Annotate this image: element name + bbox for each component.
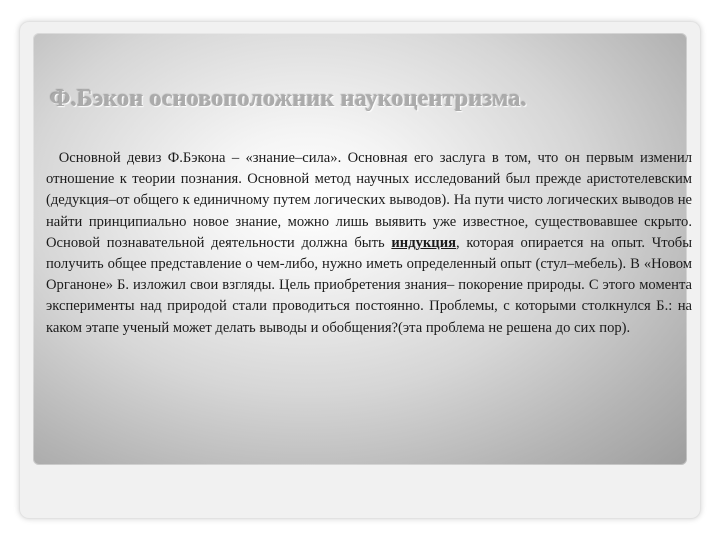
induction-emphasis: индукция — [391, 234, 456, 251]
slide-body-text — [46, 148, 692, 339]
body-text-part-1: Основной девиз Ф.Бэкона – «знание–сила». Основная его заслуга в том, что он первым изменил отношение к теории познания. Основной метод научных исследований был прежде аристотелевским (дедукция–от общего к единичному путем логических выводов). На пути чисто логических выводов не найти принципиально новое знание, можно лишь выявить уже известное, существовавшее скрыто. Основой познавательной деятельности должна быть — [46, 150, 693, 251]
slide-title: Ф.Бэкон основоположник наукоцентризма. — [50, 86, 527, 112]
body-text-part-2: , которая опирается на опыт. Чтобы получить общее представление о чем-либо, нужно иметь определенный опыт (стул–мебель). В «Новом Органоне» Б. изложил свои взгляды. Цель приобретения знания– покорение природы. С этого момента эксперименты над природой стали проводиться постоянно. Проблемы, с которыми столкнулся Б.: на каком этапе ученый может делать выводы и обобщения?(эта проблема не решена до сих пор). — [46, 234, 692, 336]
